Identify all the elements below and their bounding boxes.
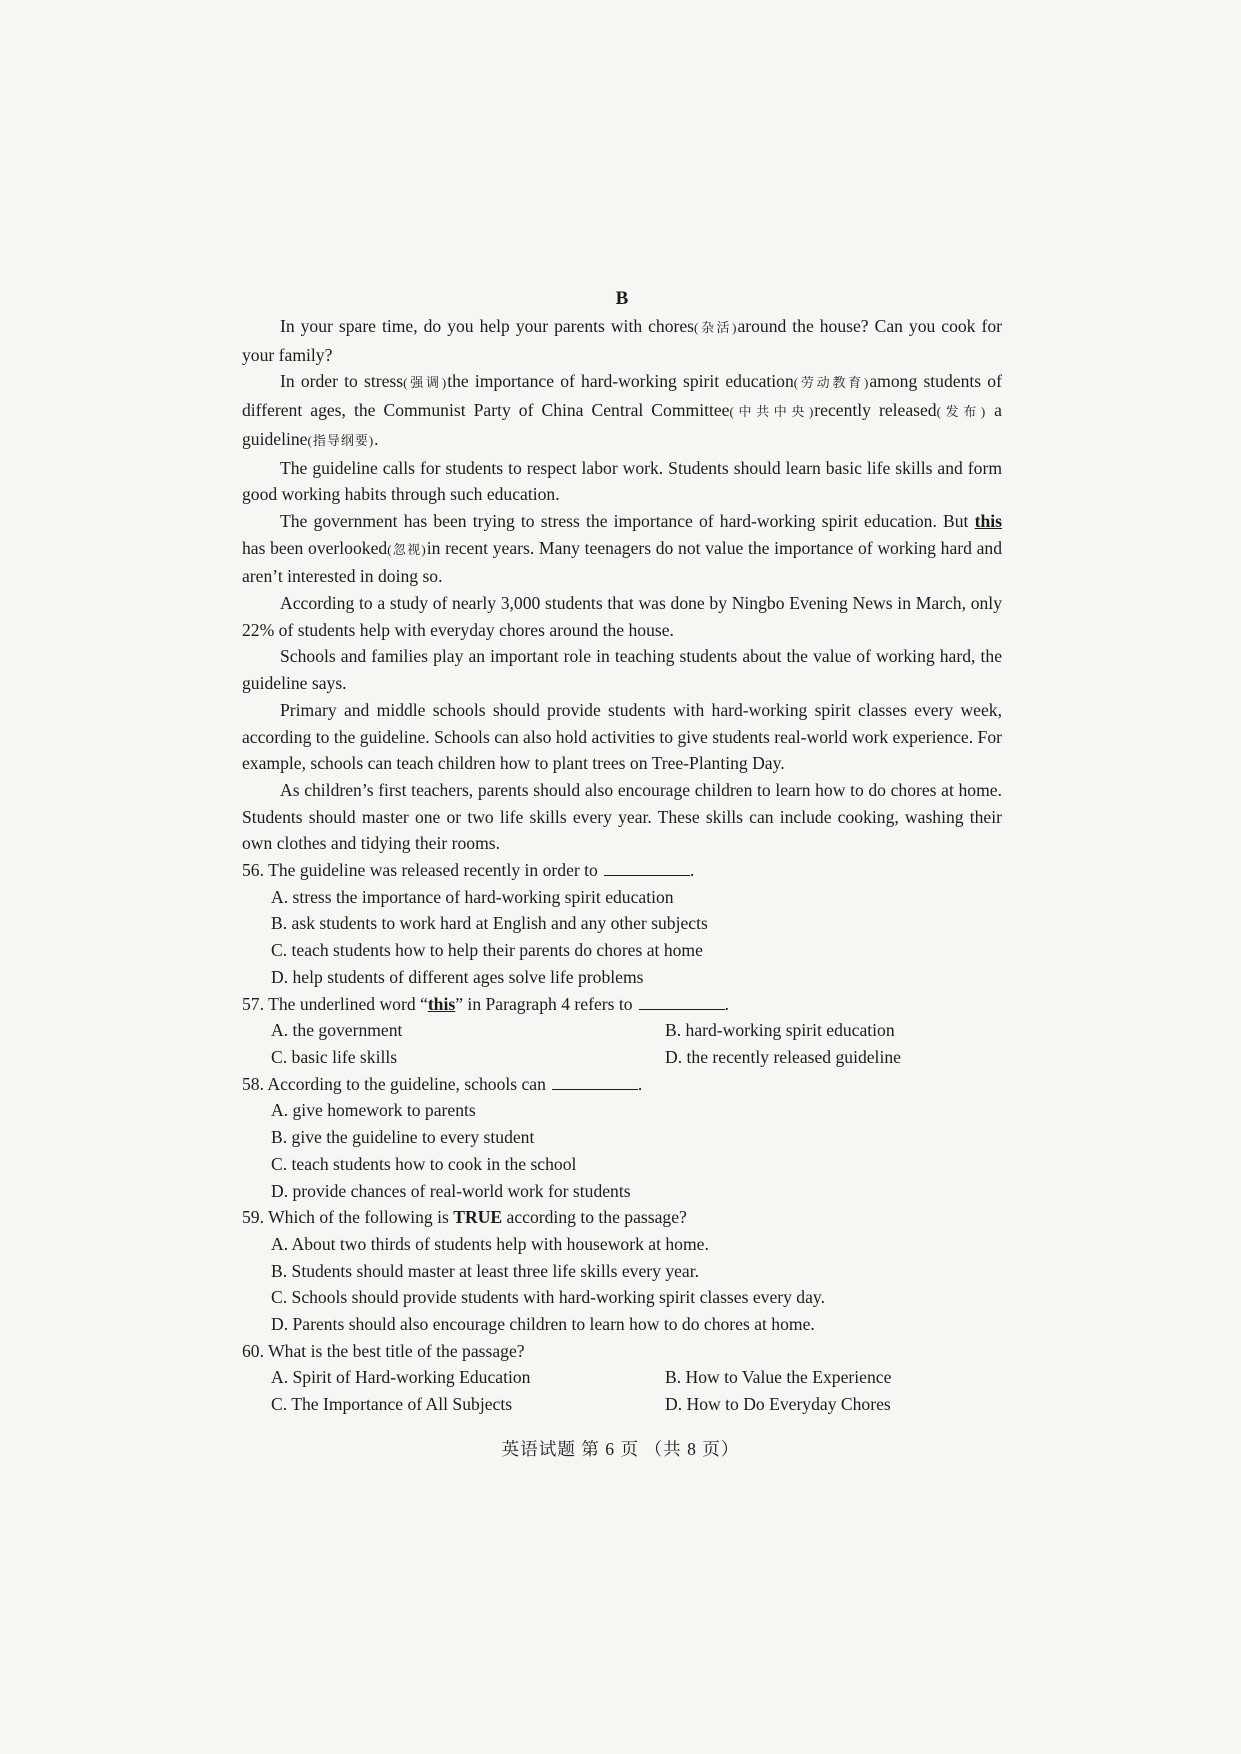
- option-58a: A. give homework to parents: [271, 1100, 476, 1121]
- question-59: [242, 1204, 1002, 1231]
- question-57: [242, 991, 1002, 1018]
- question-stem: 57. The underlined word “: [242, 993, 428, 1014]
- option-57a: A. the government: [271, 1020, 403, 1041]
- paragraph-6: Schools and families play an important role in teaching students about the value of working hard, the guideline says.: [242, 646, 1002, 694]
- paragraph-text: around the house? Can you cook for your family?: [242, 316, 1002, 365]
- underlined-word: this: [427, 993, 456, 1014]
- paragraph-text: recently released: [814, 400, 937, 421]
- option-59b: B. Students should master at least three life skills every year.: [271, 1260, 700, 1281]
- answer-blank: [639, 992, 725, 1010]
- chinese-gloss: (杂活): [694, 320, 738, 335]
- page-footer: 英语试题 第 6 页 （共 8 页）: [501, 1439, 740, 1459]
- emphasis-word: TRUE: [453, 1207, 503, 1228]
- option-59c: C. Schools should provide students with hard-working spirit classes every day.: [271, 1287, 825, 1308]
- paragraph-2: [242, 368, 1002, 454]
- chinese-gloss: (发布): [936, 404, 987, 420]
- option-56d: D. help students of different ages solve life problems: [271, 966, 644, 987]
- answer-blank: [604, 858, 690, 876]
- option-60a: A. Spirit of Hard-working Education: [271, 1367, 531, 1388]
- paragraph-1: [242, 313, 1002, 368]
- options-57-row-1: [242, 1017, 1002, 1044]
- question-56: [242, 857, 1002, 884]
- option-58d: D. provide chances of real-world work for students: [271, 1180, 631, 1201]
- question-stem: 58. According to the guideline, schools can: [242, 1073, 546, 1094]
- question-stem: 59. Which of the following is: [242, 1207, 454, 1228]
- chinese-gloss: (劳动教育): [793, 375, 870, 391]
- option-59a: A. About two thirds of students help with housework at home.: [271, 1233, 709, 1254]
- option-60d: D. How to Do Everyday Chores: [665, 1394, 891, 1415]
- chinese-gloss: (指导纲要): [307, 432, 375, 448]
- question-stem: ” in Paragraph 4 refers to: [455, 993, 633, 1014]
- paragraph-text: In your spare time, do you help your parents with chores: [280, 316, 695, 336]
- chinese-gloss: (忽视): [387, 541, 427, 557]
- paragraph-8: As children’s first teachers, parents should also encourage children to learn how to do chores at home. Students should master one or two life skills every year. These skills can include cooking, washing their own clothes and tidying their rooms.: [242, 779, 1002, 854]
- option-56a: A. stress the importance of hard-working spirit education: [271, 886, 674, 907]
- option-56b: B. ask students to work hard at English and any other subjects: [271, 913, 708, 934]
- option-60b: B. How to Value the Experience: [665, 1367, 892, 1388]
- paragraph-text: The government has been trying to stress the importance of hard-working spirit education. But: [280, 510, 975, 531]
- paragraph-5: According to a study of nearly 3,000 students that was done by Ningbo Evening News in March, only 22% of students help with everyday chores around the house.: [242, 593, 1002, 640]
- option-57d: D. the recently released guideline: [665, 1046, 901, 1067]
- options-57-row-2: [242, 1044, 1002, 1071]
- answer-blank: [552, 1072, 638, 1090]
- option-57b: B. hard-working spirit education: [665, 1020, 895, 1041]
- options-60-row-1: [242, 1364, 1002, 1391]
- options-60-row-2: [242, 1391, 1002, 1418]
- paragraph-text: a guideline: [242, 400, 1002, 449]
- chinese-gloss: (强调): [403, 375, 448, 391]
- underlined-word: this: [974, 510, 1002, 531]
- option-56c: C. teach students how to help their parents do chores at home: [271, 940, 703, 961]
- paragraph-text: among students of different ages, the Communist Party of China Central Committee: [242, 371, 1002, 421]
- paragraph-text: in recent years. Many teenagers do not value the importance of working hard and aren’t interested in doing so.: [242, 537, 1002, 587]
- question-60: 60. What is the best title of the passage?: [242, 1340, 525, 1361]
- paragraph-text: has been overlooked: [242, 537, 388, 558]
- paragraph-4: [242, 508, 1002, 590]
- option-57c: C. basic life skills: [271, 1046, 398, 1067]
- option-60c: C. The Importance of All Subjects: [271, 1394, 513, 1415]
- question-stem: 56. The guideline was released recently in order to: [242, 860, 598, 881]
- paragraph-text: the importance of hard-working spirit education: [447, 371, 794, 392]
- paragraph-text: .: [374, 428, 379, 449]
- paragraph-text: In order to stress: [280, 371, 404, 392]
- option-58b: B. give the guideline to every student: [271, 1127, 535, 1148]
- exam-sheet: [242, 285, 1002, 1418]
- section-title: B: [615, 288, 629, 309]
- question-end: .: [689, 860, 695, 881]
- paragraph-7: Primary and middle schools should provide students with hard-working spirit classes every week, according to the guideline. Schools can also hold activities to give students real-world work experience. For example, schools can teach children how to plant trees on Tree-Planting Day.: [242, 699, 1002, 774]
- paragraph-3: The guideline calls for students to respect labor work. Students should learn basic life skills and form good working habits through such education.: [242, 457, 1002, 505]
- option-59d: D. Parents should also encourage children to learn how to do chores at home.: [271, 1314, 815, 1335]
- question-end: .: [724, 993, 729, 1014]
- chinese-gloss: (中共中央): [729, 404, 815, 420]
- question-stem: according to the passage?: [502, 1207, 687, 1228]
- question-58: [242, 1071, 1002, 1098]
- option-58c: C. teach students how to cook in the school: [271, 1153, 577, 1174]
- question-end: .: [637, 1073, 643, 1094]
